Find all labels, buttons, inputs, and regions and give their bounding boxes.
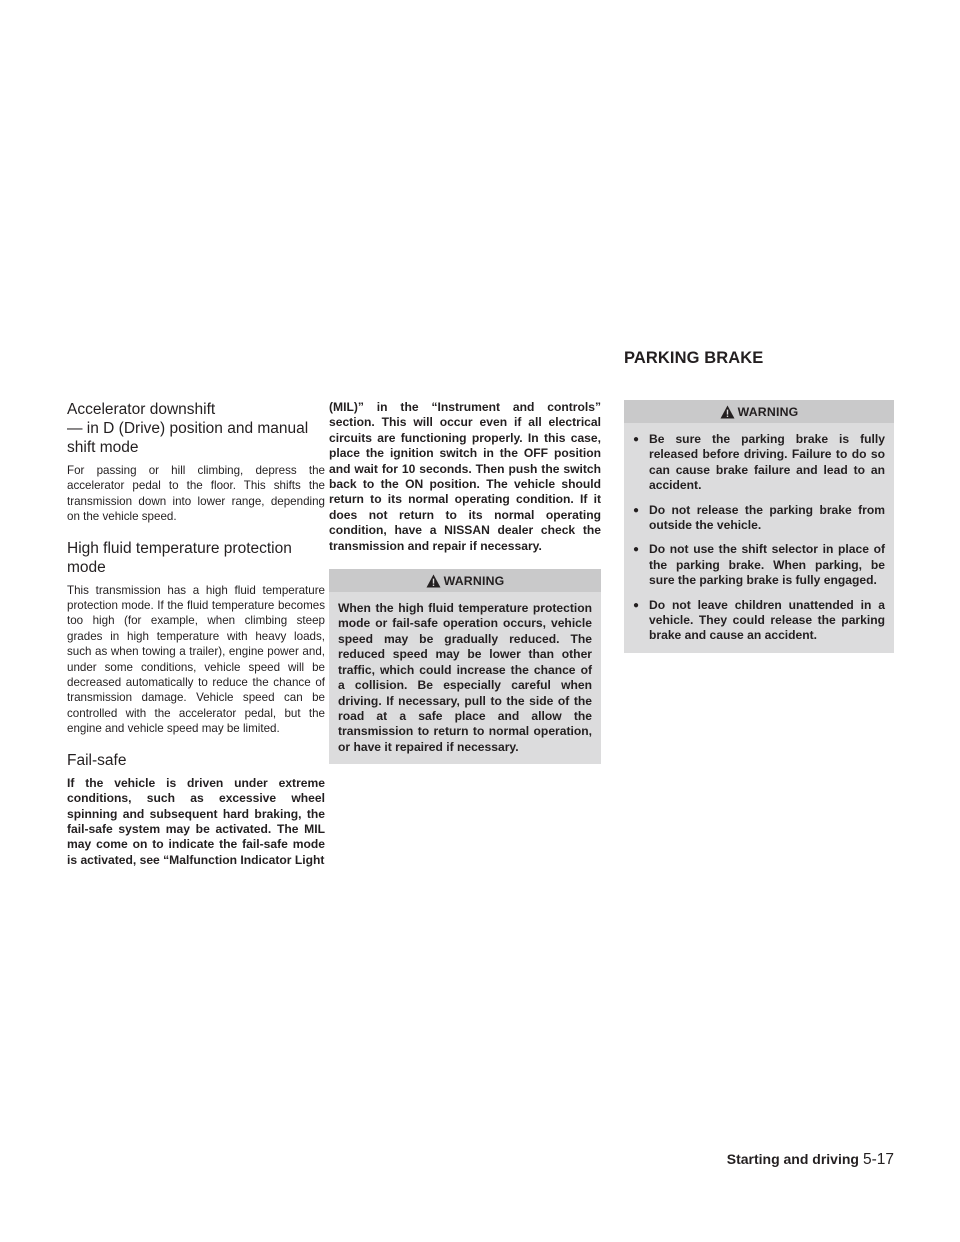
warning-triangle-icon [720,405,735,419]
paragraph-fail-safe: If the vehicle is driven under extreme conditions, such as excessive wheel spinning and subsequent hard braking, the fail-safe system may be activated. The MIL may come on to indicate the fail-safe mode is activated, see “Malfunction Indicator Light [67,775,325,867]
heading-accelerator-downshift: Accelerator downshift — in D (Drive) position and manual shift mode [67,401,309,456]
paragraph-accelerator-downshift: For passing or hill climbing, depress the accelerator pedal to the floor. This shifts the transmission down into lower range, depending on the vehicle speed. [67,464,325,524]
heading-high-fluid-temperature: High fluid temperature protection mode [67,539,292,576]
footer-book-section: Starting and driving [726,1151,859,1167]
paragraph-high-fluid-temperature: This transmission has a high fluid temperature protection mode. If the fluid temperature becomes too high (for example, when climbing steep grades in high temperature with heavy loads, such as when towing a trailer), engine power and, under some conditions, vehicle speed will be decreased automatically to reduce the chance of transmission damage. Vehicle speed can be controlled with the accelerator pedal, but the engine and vehicle speed may be limited. [67,583,325,736]
column-1 [67,400,325,868]
list-item: ● Do not release the parking brake from outside the vehicle. [633,503,885,534]
warning-list [633,432,885,644]
warning-header [624,400,894,423]
list-item: ● Do not use the shift selector in place of the parking brake. When parking, be sure the parking brake is fully engaged. [633,542,885,588]
warning-triangle-icon [426,574,441,588]
paragraph-fail-safe-continued: (MIL)” in the “Instrument and controls” section. This will occur even if all electrical circuits are functioning properly. In this case, place the ignition switch in the OFF position and wait for 10 seconds. Then push the switch back to the ON position. The vehicle should return to its normal operating condition. If it does not return to its normal operating condition, have a NISSAN dealer check the transmission and repair if necessary. [329,400,601,553]
footer-page-number: 5-17 [862,1151,894,1168]
warning-label: WARNING [443,573,505,588]
list-item: ● Do not leave children unattended in a vehicle. They could release the parking brake and cause an accident. [633,598,885,644]
page-footer [727,1151,894,1169]
warning-box-parking-brake [624,400,894,653]
column-3 [624,400,894,653]
heading-fail-safe: Fail-safe [67,751,127,769]
list-item: ● Be sure the parking brake is fully released before driving. Failure to do so can cause brake failure and lead to an accident. [633,432,885,494]
warning-box-fluid-temperature [329,569,601,764]
warning-label: WARNING [737,404,799,419]
warning-header [329,569,601,592]
section-title: PARKING BRAKE [624,349,764,367]
warning-text: When the high fluid temperature protection mode or fail-safe operation occurs, vehicle speed may be gradually reduced. The reduced speed may be lower than other traffic, which could increase the chance of a collision. Be especially careful when driving. If necessary, pull to the side of the road at a safe place and allow the transmission to return to normal operation, or have it repaired if necessary. [338,601,592,754]
column-2 [329,400,601,764]
